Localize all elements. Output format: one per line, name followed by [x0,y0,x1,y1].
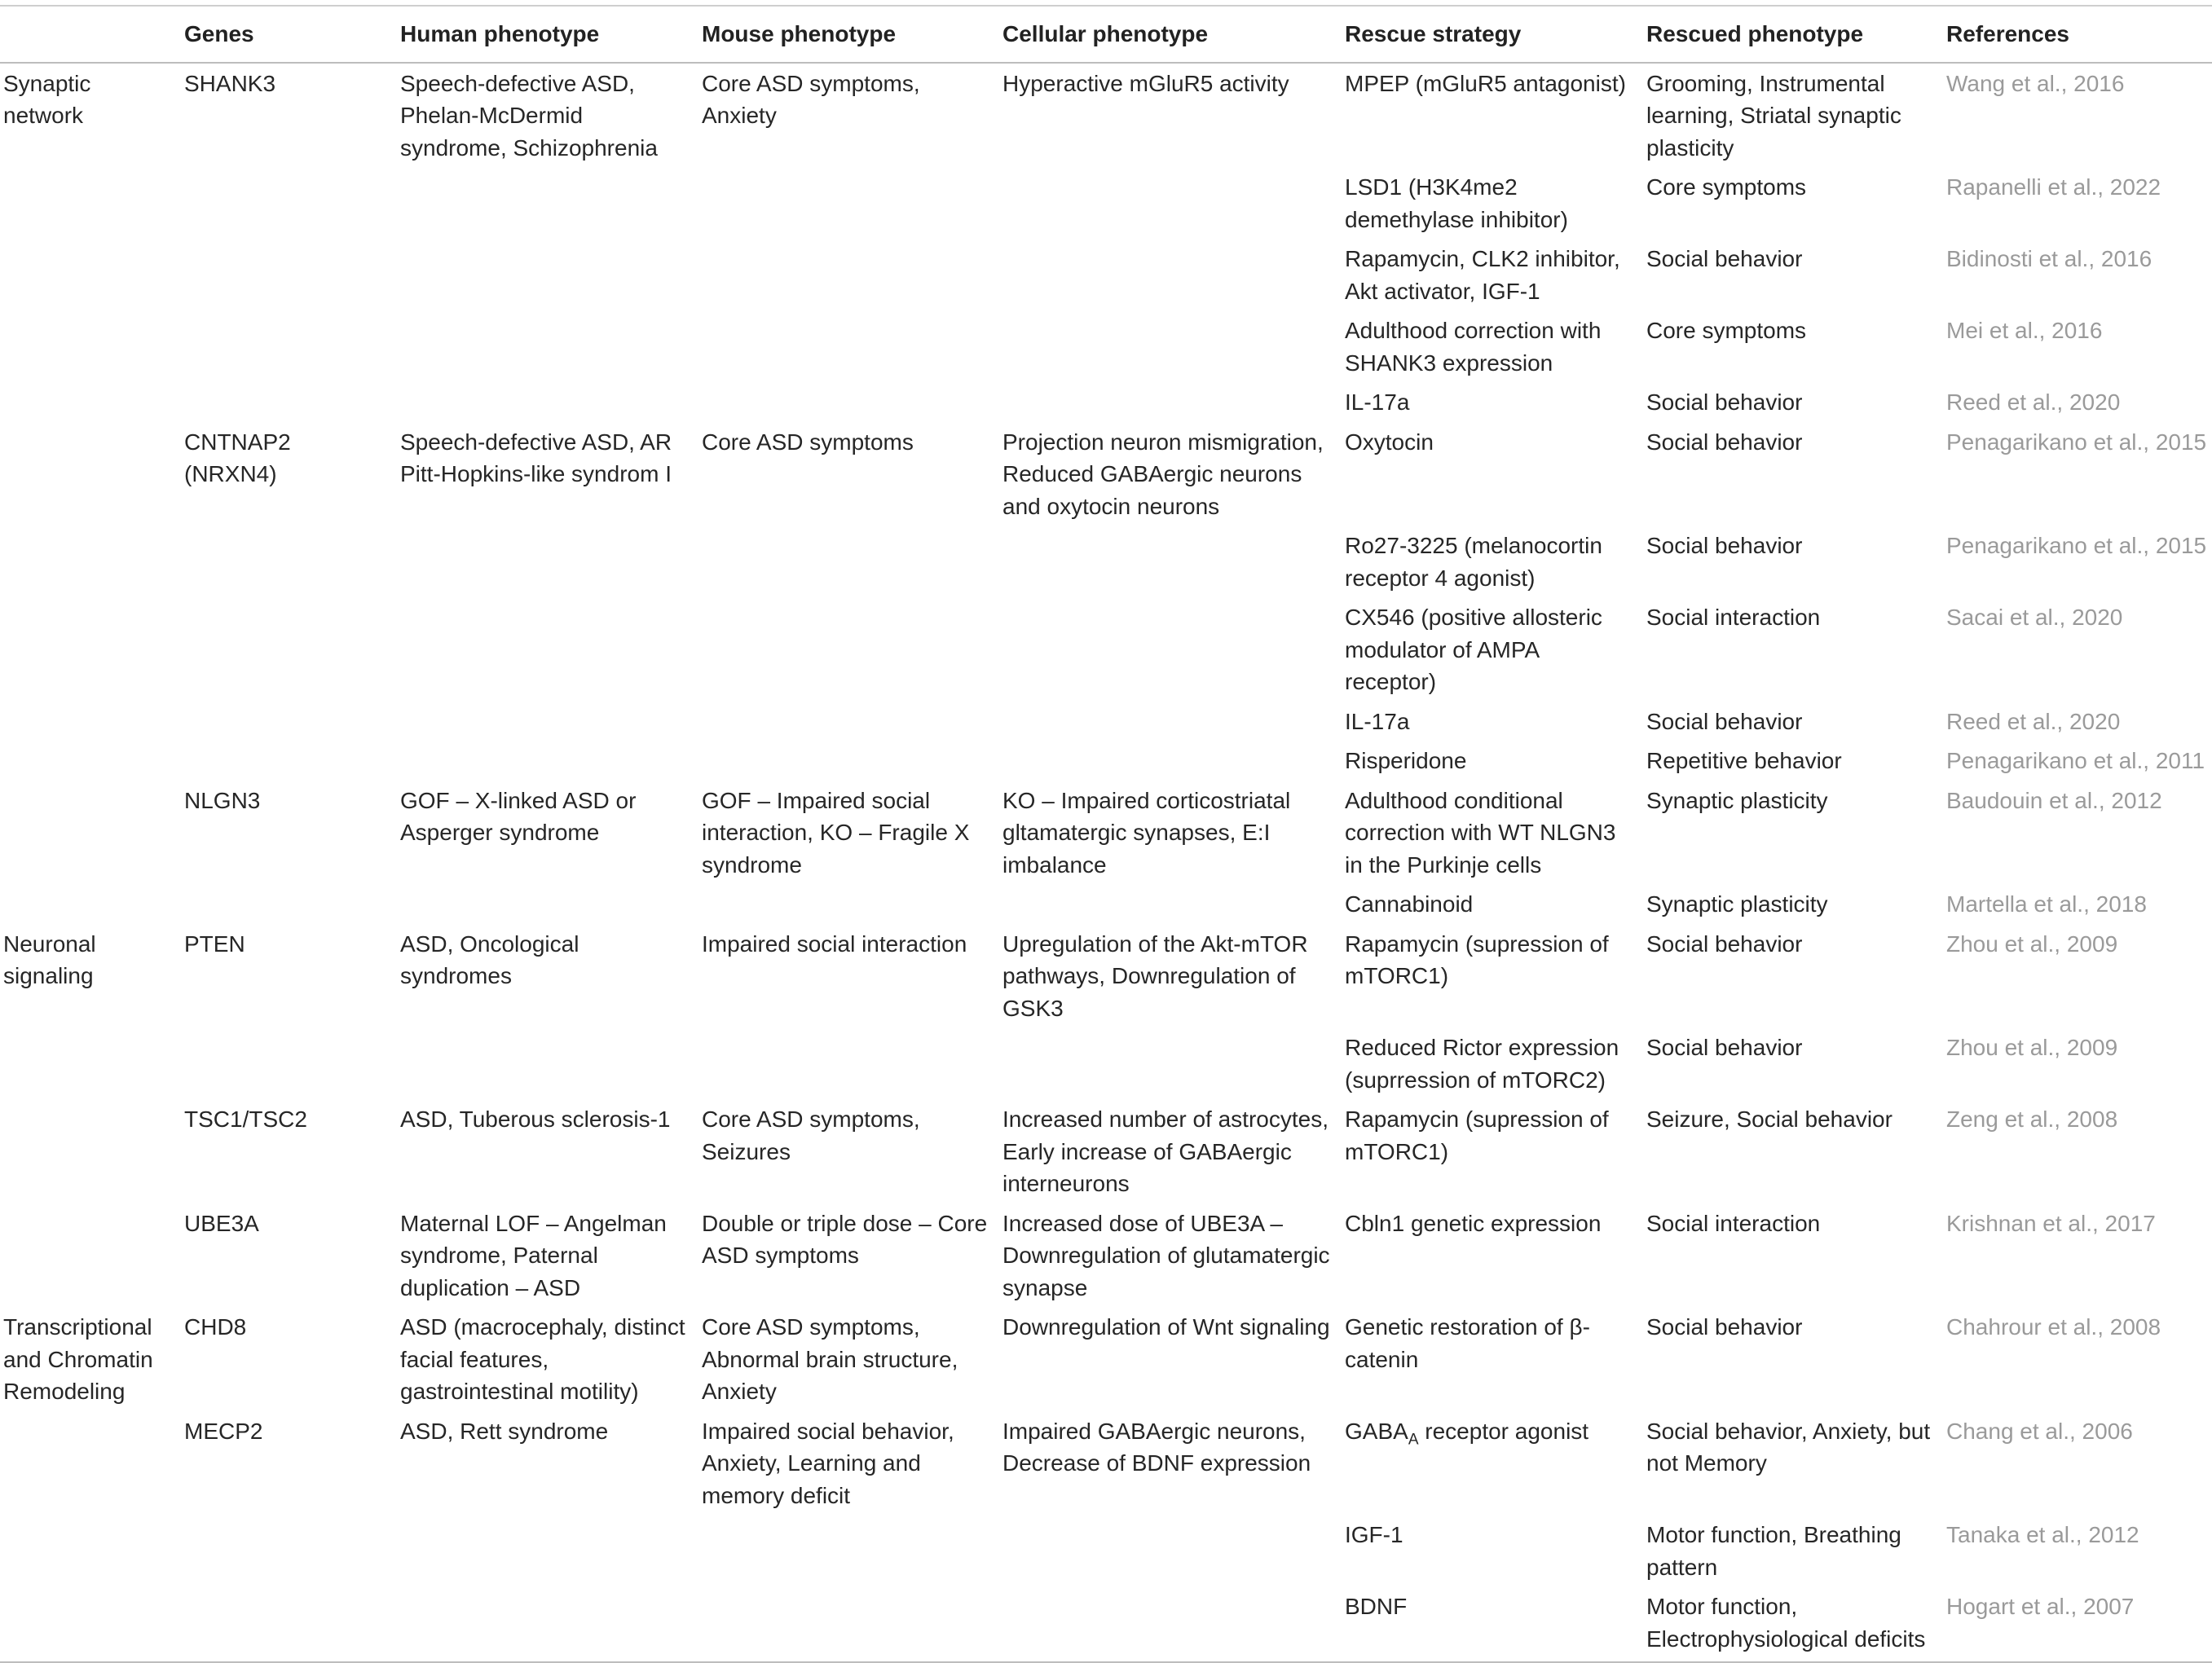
rescue-strategy-cell: IGF-1 [1345,1522,1403,1547]
gene-cell [181,382,397,422]
cellular-phenotype-cell: Impaired GABAergic neurons, Decrease of BDNF expression [1002,1418,1311,1476]
reference-cell: Penagarikano et al., 2015 [1946,429,2207,455]
category-cell [0,1515,181,1586]
gene-cell [181,597,397,702]
gene-cell: TSC1/TSC2 [184,1106,307,1132]
rescue-strategy-cell: Cannabinoid [1345,891,1474,917]
category-cell [0,741,181,781]
human-phenotype-cell [397,526,698,597]
category-cell [0,422,181,526]
rescue-strategy-cell: $GABA_A$ receptor agonist [1345,1418,1589,1449]
header-cellular-phenotype: Cellular phenotype [999,6,1342,63]
rescued-phenotype-cell: Social behavior [1646,708,1803,734]
cellular-phenotype-cell [999,382,1342,422]
rescued-phenotype-cell: Social behavior [1646,246,1803,271]
human-phenotype-cell [397,741,698,781]
table-body [0,63,2212,1663]
rescue-strategy-cell: Rapamycin (supression of mTORC1) [1345,930,1609,988]
mouse-phenotype-cell [698,167,999,239]
rescued-phenotype-cell: Repetitive behavior [1646,748,1842,773]
reference-cell: Krishnan et al., 2017 [1946,1210,2156,1236]
reference-cell: Martella et al., 2018 [1946,891,2147,917]
cellular-phenotype-cell [999,1027,1342,1099]
mouse-phenotype-cell [698,1515,999,1586]
category-cell [0,239,181,310]
rescue-strategy-cell: IL-17a [1345,708,1410,734]
category-cell [0,167,181,239]
mouse-phenotype-cell: GOF – Impaired social interaction, KO – Fragile X syndrome [702,787,970,878]
category-cell [0,702,181,741]
cellular-phenotype-cell [999,702,1342,741]
table-row [0,167,2212,239]
mouse-phenotype-cell [698,1027,999,1099]
cellular-phenotype-cell [999,884,1342,924]
rescued-phenotype-cell: Synaptic plasticity [1646,787,1828,813]
reference-cell: Reed et al., 2020 [1946,389,2121,415]
gene-cell [181,1027,397,1099]
reference-cell: Zhou et al., 2009 [1946,1035,2118,1060]
rescue-strategy-cell: Oxytocin [1345,429,1434,455]
mouse-phenotype-cell: Impaired social behavior, Anxiety, Learning and memory deficit [702,1418,954,1508]
table-header-row [0,6,2212,63]
cellular-phenotype-cell [999,310,1342,382]
human-phenotype-cell [397,884,698,924]
category-cell [0,310,181,382]
table-row [0,63,2212,168]
rescued-phenotype-cell: Motor function, Breathing pattern [1646,1522,1901,1580]
mouse-phenotype-cell: Core ASD symptoms [702,429,914,455]
reference-cell: Bidinosti et al., 2016 [1946,246,2153,271]
rescued-phenotype-cell: Core symptoms [1646,174,1807,200]
gene-cell [181,239,397,310]
table-row [0,1515,2212,1586]
rescue-strategy-cell: Rapamycin, CLK2 inhibitor, Akt activator, IGF-1 [1345,246,1620,304]
cellular-phenotype-cell: Hyperactive mGluR5 activity [1002,70,1289,96]
header-references: References [1943,6,2212,63]
gene-cell [181,167,397,239]
gene-cell: SHANK3 [184,70,276,96]
rescued-phenotype-cell: Social interaction [1646,1210,1821,1236]
rescued-phenotype-cell: Grooming, Instrumental learning, Striatal synaptic plasticity [1646,70,1901,161]
gene-cell: MECP2 [184,1418,263,1444]
header-category [0,6,181,63]
gene-cell [181,310,397,382]
category-cell [0,1027,181,1099]
table-row [0,1586,2212,1662]
rescued-phenotype-cell: Motor function, Electrophysiological deficits [1643,1586,1943,1662]
gene-cell [181,1586,397,1662]
table-row [0,1027,2212,1099]
human-phenotype-cell [397,1586,698,1662]
cellular-phenotype-cell [999,741,1342,781]
reference-cell: Zhou et al., 2009 [1946,930,2118,957]
human-phenotype-cell [397,310,698,382]
gene-cell [181,526,397,597]
rescued-phenotype-cell: Synaptic plasticity [1646,891,1828,917]
rescue-strategy-cell: Adulthood correction with SHANK3 expression [1345,318,1602,376]
mouse-phenotype-cell [698,884,999,924]
cellular-phenotype-cell: Increased number of astrocytes, Early increase of GABAergic interneurons [1002,1106,1329,1196]
header-mouse-phenotype: Mouse phenotype [698,6,999,63]
rescue-strategy-cell: Genetic restoration of β-catenin [1345,1314,1590,1372]
table-row [0,526,2212,597]
table-row [0,239,2212,310]
gene-cell [181,884,397,924]
header-human-phenotype: Human phenotype [397,6,698,63]
gene-cell: NLGN3 [184,787,261,813]
cellular-phenotype-cell: KO – Impaired corticostriatal gltamatergic synapses, E:I imbalance [1002,787,1291,878]
rescue-strategy-cell: Cbln1 genetic expression [1345,1210,1602,1236]
cellular-phenotype-cell [999,1515,1342,1586]
human-phenotype-cell [397,597,698,702]
header-rescued-phenotype: Rescued phenotype [1643,6,1943,63]
rescue-strategy-cell: Reduced Rictor expression (suprression of mTORC2) [1345,1035,1619,1093]
mouse-phenotype-cell [698,239,999,310]
reference-cell: Chang et al., 2006 [1946,1418,2133,1444]
rescue-strategy-cell: Rapamycin (supression of mTORC1) [1345,1106,1609,1164]
reference-cell: Zeng et al., 2008 [1946,1106,2118,1132]
cellular-phenotype-cell: Downregulation of Wnt signaling [1002,1314,1330,1340]
human-phenotype-cell: GOF – X-linked ASD or Asperger syndrome [400,787,637,845]
human-phenotype-cell: Speech-defective ASD, AR Pitt-Hopkins-like syndrom I [400,429,672,486]
rescue-strategy-cell: Adulthood conditional correction with WT NLGN3 in the Purkinje cells [1345,787,1616,878]
cellular-phenotype-cell [999,597,1342,702]
rescued-phenotype-cell: Seizure, Social behavior [1646,1106,1893,1132]
human-phenotype-cell [397,1515,698,1586]
reference-cell: Baudouin et al., 2012 [1946,787,2162,813]
cellular-phenotype-cell [999,239,1342,310]
rescued-phenotype-cell: Social interaction [1646,605,1821,630]
human-phenotype-cell: ASD, Rett syndrome [400,1418,609,1444]
rescue-strategy-cell: IL-17a [1345,389,1410,415]
mouse-phenotype-cell [698,702,999,741]
table-row [0,781,2212,885]
cellular-phenotype-cell: Upregulation of the Akt-mTOR pathways, Downregulation of GSK3 [1002,930,1308,1021]
rescue-strategy-cell: MPEP (mGluR5 antagonist) [1345,70,1626,96]
table-row [0,1411,2212,1516]
category-cell [0,884,181,924]
category-cell [0,1099,181,1203]
rescued-phenotype-cell: Social behavior [1646,1314,1803,1340]
mouse-phenotype-cell [698,1586,999,1662]
table-row [0,1203,2212,1308]
human-phenotype-cell: ASD, Tuberous sclerosis-1 [400,1106,671,1132]
mouse-phenotype-cell [698,382,999,422]
rescue-strategy-cell: Risperidone [1345,748,1467,773]
category-cell [0,1411,181,1516]
rescued-phenotype-cell: Social behavior [1646,389,1803,415]
human-phenotype-cell [397,1027,698,1099]
mouse-phenotype-cell: Core ASD symptoms, Abnormal brain structure, Anxiety [702,1314,958,1404]
reference-cell: Penagarikano et al., 2015 [1946,533,2207,558]
cellular-phenotype-cell: Projection neuron mismigration, Reduced GABAergic neurons and oxytocin neurons [1002,429,1324,519]
table-row [0,1099,2212,1203]
gene-cell: PTEN [184,930,245,957]
human-phenotype-cell [397,239,698,310]
cellular-phenotype-cell [999,526,1342,597]
category-cell [0,781,181,885]
table-row [0,422,2212,526]
reference-cell: Tanaka et al., 2012 [1946,1522,2139,1547]
category-cell [0,382,181,422]
table-row [0,702,2212,741]
mouse-phenotype-cell: Double or triple dose – Core ASD symptoms [702,1210,988,1268]
cellular-phenotype-cell [999,167,1342,239]
gene-cell: CNTNAP2 (NRXN4) [184,429,291,486]
table-row [0,884,2212,924]
category-cell [0,1203,181,1308]
cellular-phenotype-cell: Increased dose of UBE3A – Downregulation of glutamatergic synapse [1002,1210,1330,1300]
reference-cell: Sacai et al., 2020 [1946,605,2123,630]
category-cell: Transcriptional and Chromatin Remodeling [3,1314,153,1404]
human-phenotype-cell [397,702,698,741]
reference-cell: Reed et al., 2020 [1946,708,2121,734]
cellular-phenotype-cell [999,1586,1342,1662]
mouse-phenotype-cell [698,597,999,702]
table-row [0,310,2212,382]
rescued-phenotype-cell: Social behavior [1646,533,1803,558]
gene-cell: CHD8 [184,1314,247,1340]
table-row [0,597,2212,702]
rescue-strategy-cell: BDNF [1342,1586,1643,1662]
gene-cell [181,1515,397,1586]
reference-cell: Penagarikano et al., 2011 [1946,748,2205,773]
rescued-phenotype-cell: Social behavior, Anxiety, but not Memory [1646,1418,1931,1476]
reference-cell: Wang et al., 2016 [1946,70,2125,96]
rescued-phenotype-cell: Core symptoms [1646,318,1807,343]
reference-cell: Rapanelli et al., 2022 [1946,174,2161,200]
human-phenotype-cell: Speech-defective ASD, Phelan-McDermid syndrome, Schizophrenia [400,70,658,161]
mouse-phenotype-cell: Core ASD symptoms, Anxiety [702,70,920,128]
reference-cell: Mei et al., 2016 [1946,318,2103,343]
category-cell [0,597,181,702]
rescue-strategy-cell: CX546 (positive allosteric modulator of AMPA receptor) [1345,605,1602,694]
reference-cell: Chahrour et al., 2008 [1946,1314,2161,1340]
mouse-phenotype-cell [698,310,999,382]
human-phenotype-cell [397,382,698,422]
table-row [0,741,2212,781]
rescued-phenotype-cell: Social behavior [1646,429,1803,455]
category-cell: Synaptic network [3,70,91,128]
human-phenotype-cell: Maternal LOF – Angelman syndrome, Paternal duplication – ASD [400,1210,667,1300]
rescued-phenotype-cell: Social behavior [1646,1035,1803,1060]
mouse-phenotype-cell [698,526,999,597]
gene-rescue-table [0,5,2212,1663]
mouse-phenotype-cell: Core ASD symptoms, Seizures [702,1106,920,1164]
header-rescue-strategy: Rescue strategy [1342,6,1643,63]
human-phenotype-cell [397,167,698,239]
human-phenotype-cell: ASD (macrocephaly, distinct facial features, gastrointestinal motility) [400,1314,685,1404]
rescued-phenotype-cell: Social behavior [1646,930,1803,957]
gene-cell [181,741,397,781]
category-cell: Neuronal signaling [3,930,96,988]
rescue-strategy-cell: Ro27-3225 (melanocortin receptor 4 agonist) [1345,533,1602,591]
table-row [0,382,2212,422]
category-cell [0,526,181,597]
mouse-phenotype-cell: Impaired social interaction [702,930,967,957]
reference-cell: Hogart et al., 2007 [1943,1586,2212,1662]
rescue-strategy-cell: LSD1 (H3K4me2 demethylase inhibitor) [1345,174,1568,232]
gene-cell: UBE3A [184,1210,259,1236]
gene-cell [181,702,397,741]
table-row [0,1307,2212,1411]
table-row [0,924,2212,1028]
human-phenotype-cell: ASD, Oncological syndromes [400,930,579,988]
category-cell [0,1586,181,1662]
header-genes: Genes [181,6,397,63]
mouse-phenotype-cell [698,741,999,781]
